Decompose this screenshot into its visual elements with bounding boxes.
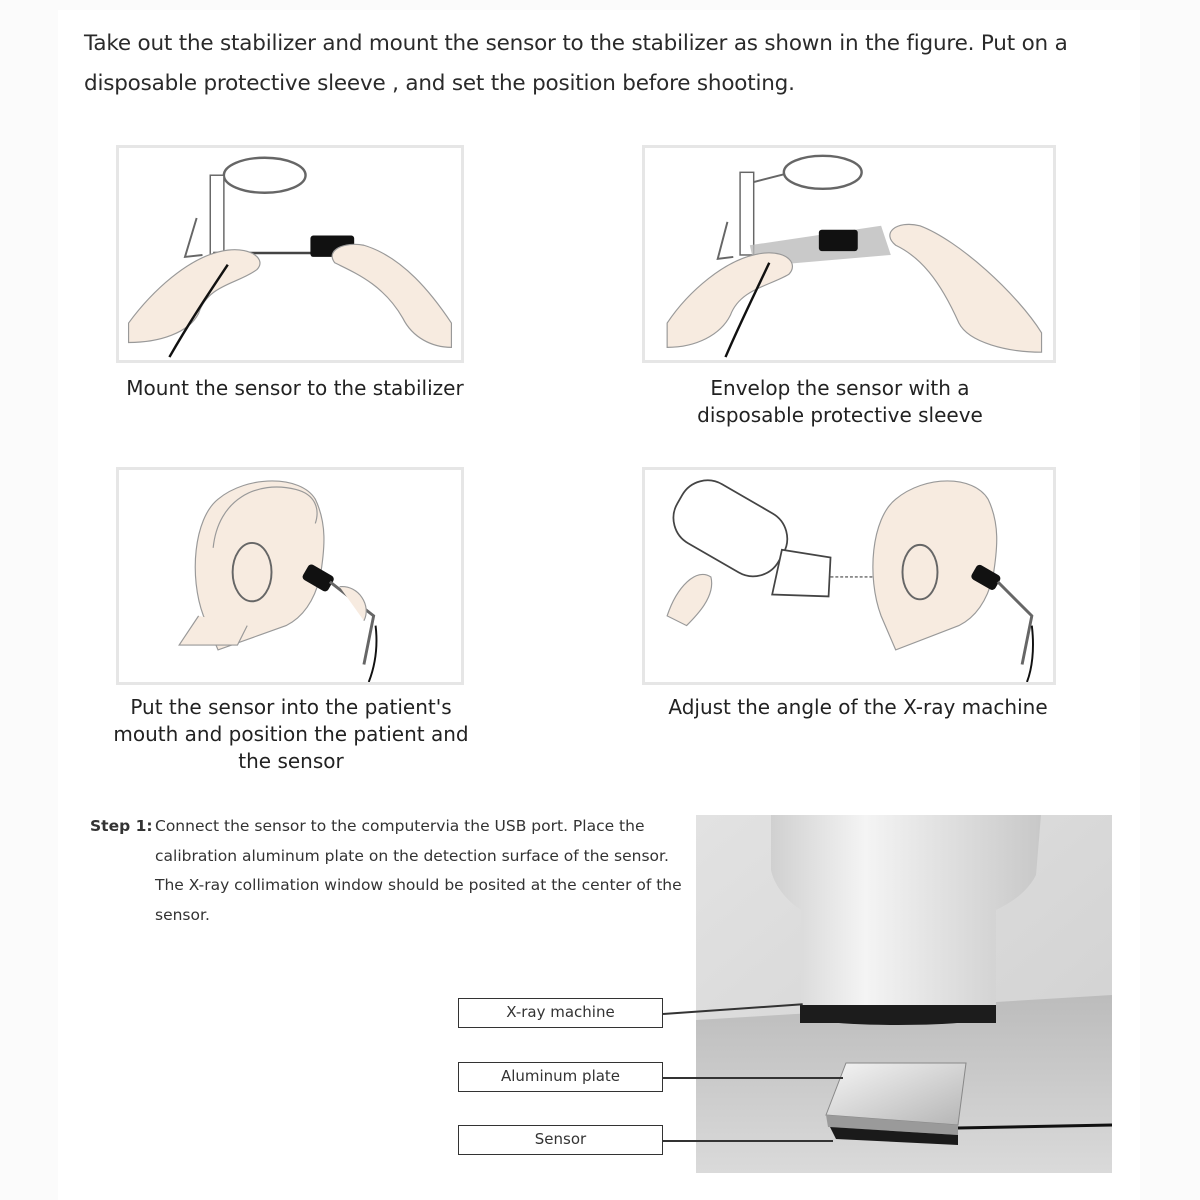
callout-xray-machine: X-ray machine bbox=[458, 998, 663, 1028]
calibration-photo bbox=[696, 815, 1112, 1173]
step-text: Connect the sensor to the computervia the USB port. Place the calibration aluminum plate on the detection surface of the sensor. The X-ray collimation window should be posited at the center of the sensor. bbox=[155, 817, 682, 924]
callout-aluminum-plate: Aluminum plate bbox=[458, 1062, 663, 1092]
illustration-protective-sleeve bbox=[642, 145, 1056, 363]
illustration-mount-sensor bbox=[116, 145, 464, 363]
calibration-photo-drawing bbox=[696, 815, 1112, 1173]
caption-mount-sensor: Mount the sensor to the stabilizer bbox=[126, 376, 464, 400]
callout-sensor: Sensor bbox=[458, 1125, 663, 1155]
illustration-xray-angle bbox=[642, 467, 1056, 685]
illustration-patient-positioning bbox=[116, 467, 464, 685]
leader-sensor bbox=[663, 1140, 833, 1142]
protective-sleeve-drawing bbox=[645, 148, 1053, 360]
caption-xray-angle: Adjust the angle of the X-ray machine bbox=[668, 695, 1048, 719]
caption-protective-sleeve: Envelop the sensor with a disposable protective sleeve bbox=[697, 376, 983, 427]
leader-aluminum-plate bbox=[663, 1077, 843, 1079]
patient-positioning-drawing bbox=[119, 470, 461, 682]
caption-patient-positioning: Put the sensor into the patient's mouth and position the patient and the sensor bbox=[113, 695, 469, 773]
mount-sensor-drawing bbox=[119, 148, 461, 360]
intro-text: Take out the stabilizer and mount the sensor to the stabilizer as shown in the figure. Put on a disposable protective sleeve , and set the position before shooting. bbox=[84, 31, 1068, 96]
step-label: Step 1: bbox=[90, 817, 153, 835]
xray-angle-drawing bbox=[645, 470, 1053, 682]
